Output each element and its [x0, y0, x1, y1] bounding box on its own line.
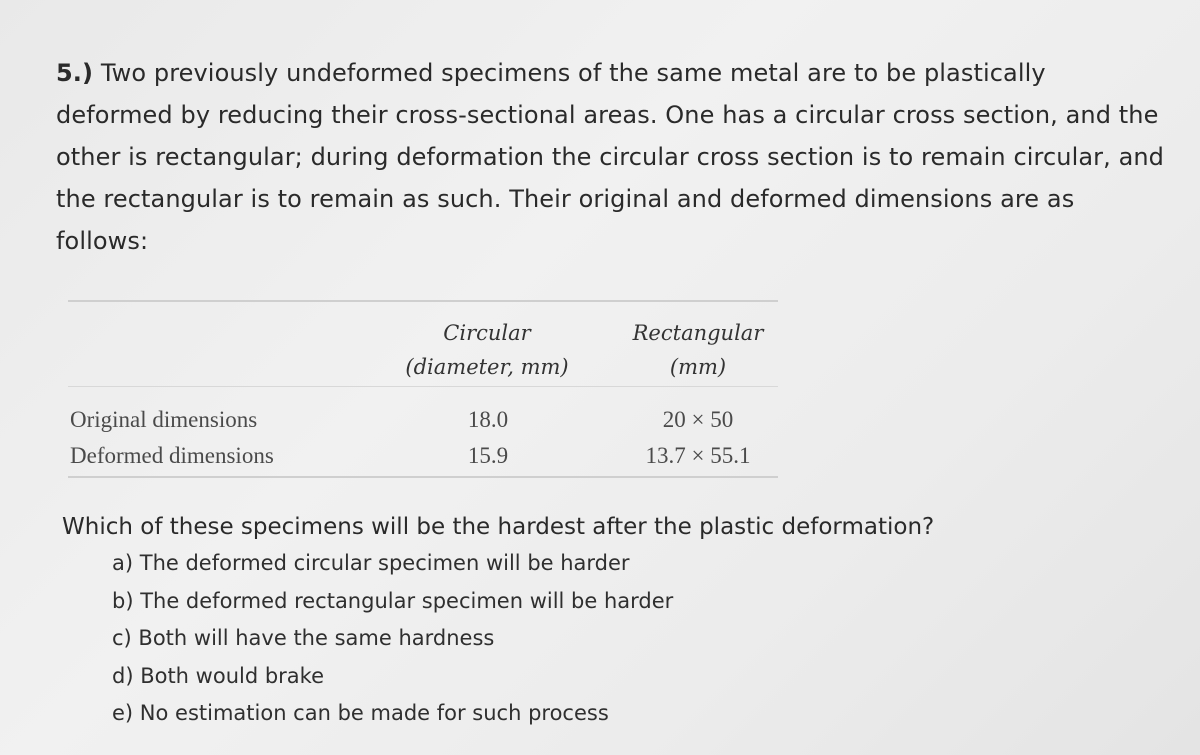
question-number: 5.) — [56, 59, 94, 87]
row-label-deformed: Deformed dimensions — [70, 443, 274, 468]
header-circular — [382, 316, 592, 384]
option-b: b) The deformed rectangular specimen will be harder — [112, 588, 674, 613]
question-text — [56, 52, 1166, 262]
answer-options — [112, 545, 1012, 733]
question-body: Two previously undeformed specimens of the same metal are to be plastically deformed by reducing their cross-sectional areas. One has a circular cross section, and the other is rectangular; during deformation the circular cross section is to remain circular, and the rectangular is to remain as such. Their original and deformed dimensions are as follows: — [56, 59, 1165, 255]
table-top-rule — [68, 300, 778, 302]
header-rectangular-title: Rectangular — [632, 321, 764, 345]
option-a: a) The deformed circular specimen will be harder — [112, 551, 630, 575]
dimensions-table — [68, 300, 778, 482]
option-e: e) No estimation can be made for such process — [112, 701, 609, 726]
table-header-rule — [68, 386, 778, 387]
option-d: d) Both would brake — [112, 663, 325, 688]
cell-deformed-rectangular: 13.7 × 55.1 — [645, 443, 751, 468]
header-rectangular — [608, 316, 788, 384]
cell-original-circular: 18.0 — [467, 407, 509, 432]
cell-original-rectangular: 20 × 50 — [662, 407, 734, 432]
cell-deformed-circular: 15.9 — [467, 443, 509, 468]
header-circular-title: Circular — [443, 321, 531, 345]
row-label-original: Original dimensions — [70, 407, 258, 432]
header-circular-unit: (diameter, mm) — [405, 355, 569, 379]
option-c: c) Both will have the same hardness — [112, 626, 495, 651]
header-rectangular-unit: (mm) — [669, 355, 727, 379]
question-prompt: Which of these specimens will be the hardest after the plastic deformation? — [62, 514, 935, 540]
table-bottom-rule — [68, 476, 778, 478]
